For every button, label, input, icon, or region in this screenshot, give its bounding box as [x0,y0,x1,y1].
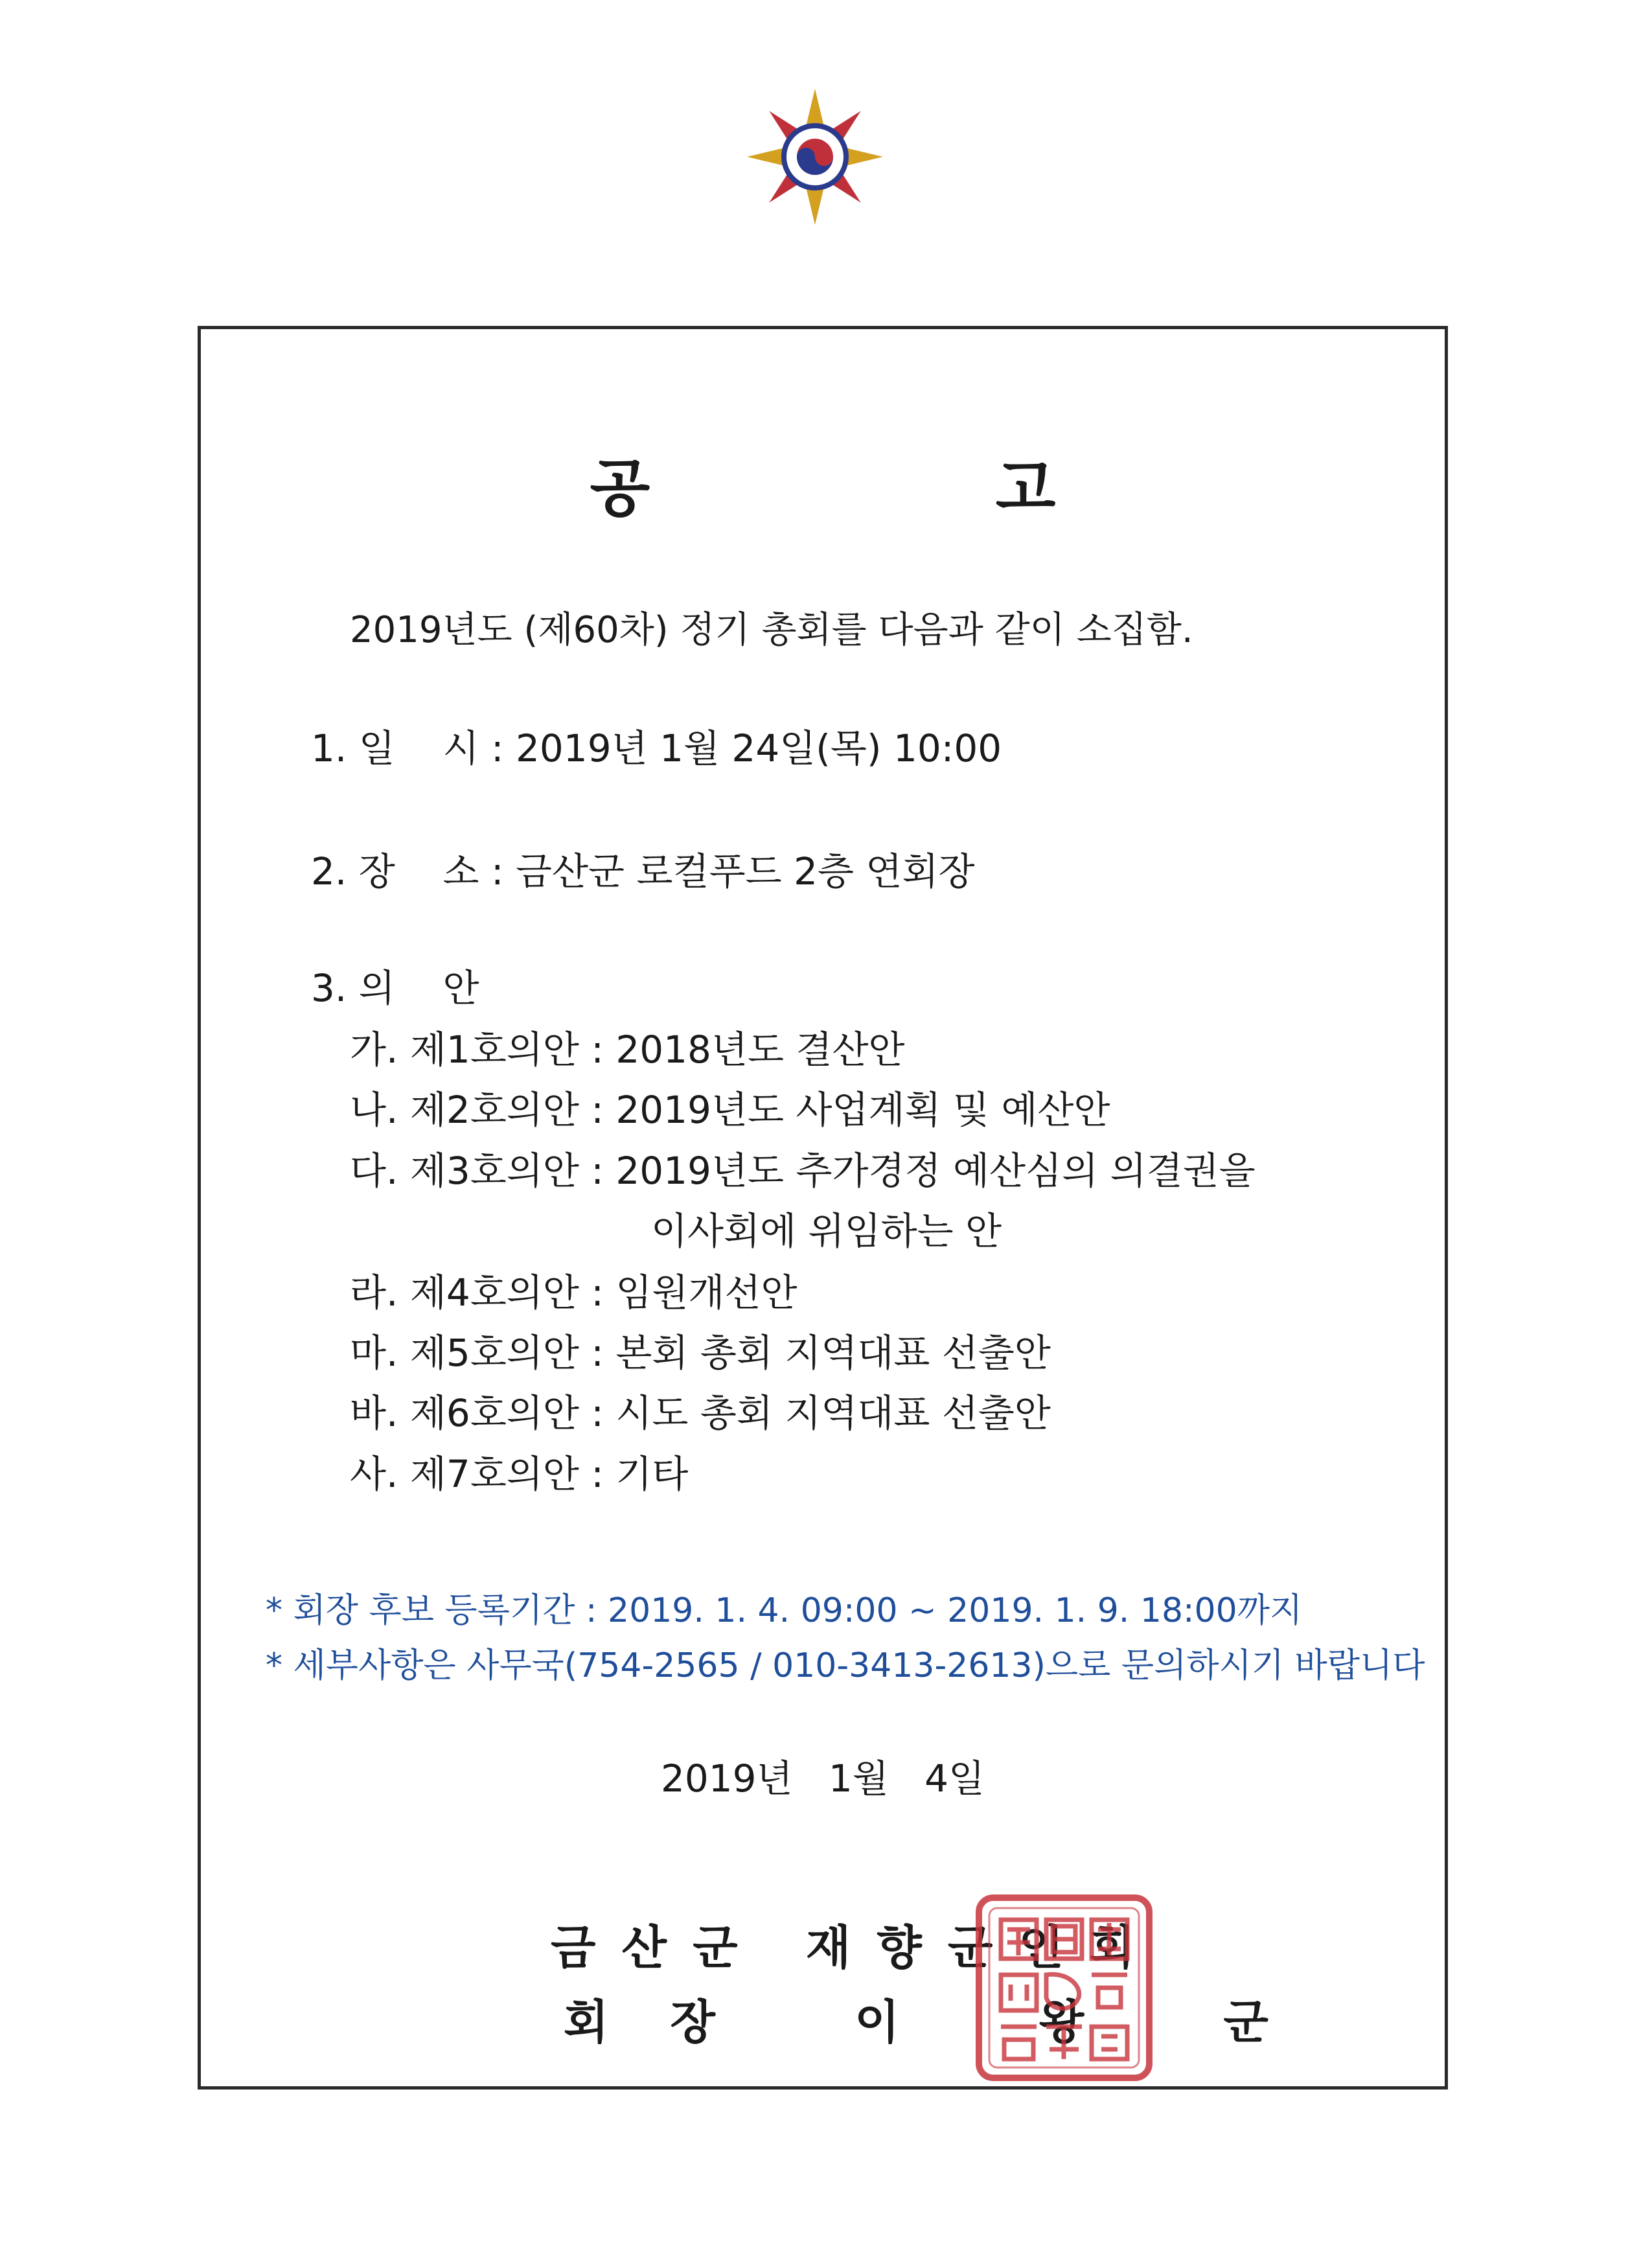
agenda-item-value: 본회 총회 지역대표 선출안 [615,1331,1051,1375]
agenda-item-value: 2019년도 사업계획 및 예산안 [615,1088,1110,1132]
agenda-item-value: 2019년도 추가경정 예산심의 의결권을 [615,1149,1256,1193]
agenda-item-label: 라. 제4호의안 : [350,1271,604,1315]
item-place-value: 금산군 로컬푸드 2층 연회장 [516,849,975,893]
notice-date: 2019년 1월 4일 [660,1756,985,1801]
agenda-item-label: 사. 제7호의안 : [350,1452,604,1496]
agenda-item-value: 임원개선안 [615,1271,797,1315]
agenda-item-label: 마. 제5호의안 : [350,1331,604,1375]
agenda-item-value: 기타 [615,1452,689,1496]
note-registration-period: * 회장 후보 등록기간 : 2019. 1. 4. 09:00 ~ 2019. 1. 9. 18:00까지 [266,1591,1303,1630]
agenda-item-label: 나. 제2호의안 : [350,1088,604,1132]
notice-intro: 2019년도 (제60차) 정기 총회를 다음과 같이 소집함. [350,609,1193,651]
agenda-item-3-continued: 이사회에 위임하는 안 [651,1209,1002,1253]
item-time-value: 2019년 1월 24일(목) 10:00 [516,726,1002,770]
agenda-item-value: 시도 총회 지역대표 선출안 [615,1391,1051,1435]
agenda-item-2 [350,1079,1110,1134]
agenda-item-label: 바. 제6호의안 : [350,1391,604,1435]
agenda-heading: 3. 의 안 [311,966,479,1010]
item-time [311,718,1002,772]
item-place [311,841,975,895]
agenda-item-5 [350,1322,1051,1377]
veterans-association-emblem-icon [744,86,886,228]
agenda-item-value: 2018년도 결산안 [615,1028,905,1072]
agenda-item-3 [350,1140,1256,1195]
official-seal-stamp-icon [975,1894,1153,2082]
notice-frame [198,326,1448,2090]
chairman-name: 회장 이 왕 군 [564,1995,1330,2049]
agenda-item-4 [350,1262,797,1317]
note-contact-info: * 세부사항은 사무국(754-2565 / 010-3413-2613)으로 문의하시기 바랍니다 [266,1646,1425,1685]
agenda-item-label: 가. 제1호의안 : [350,1028,604,1072]
page-title: 공 고 [590,452,1218,525]
item-place-label: 2. 장 소 : [311,849,504,893]
item-time-label: 1. 일 시 : [311,726,504,770]
agenda-item-6 [350,1383,1051,1437]
agenda-item-1 [350,1019,905,1074]
organization-name: 금산군 재향군인회 [551,1920,1161,1975]
agenda-item-label: 다. 제3호의안 : [350,1149,604,1193]
agenda-item-7 [350,1444,688,1498]
